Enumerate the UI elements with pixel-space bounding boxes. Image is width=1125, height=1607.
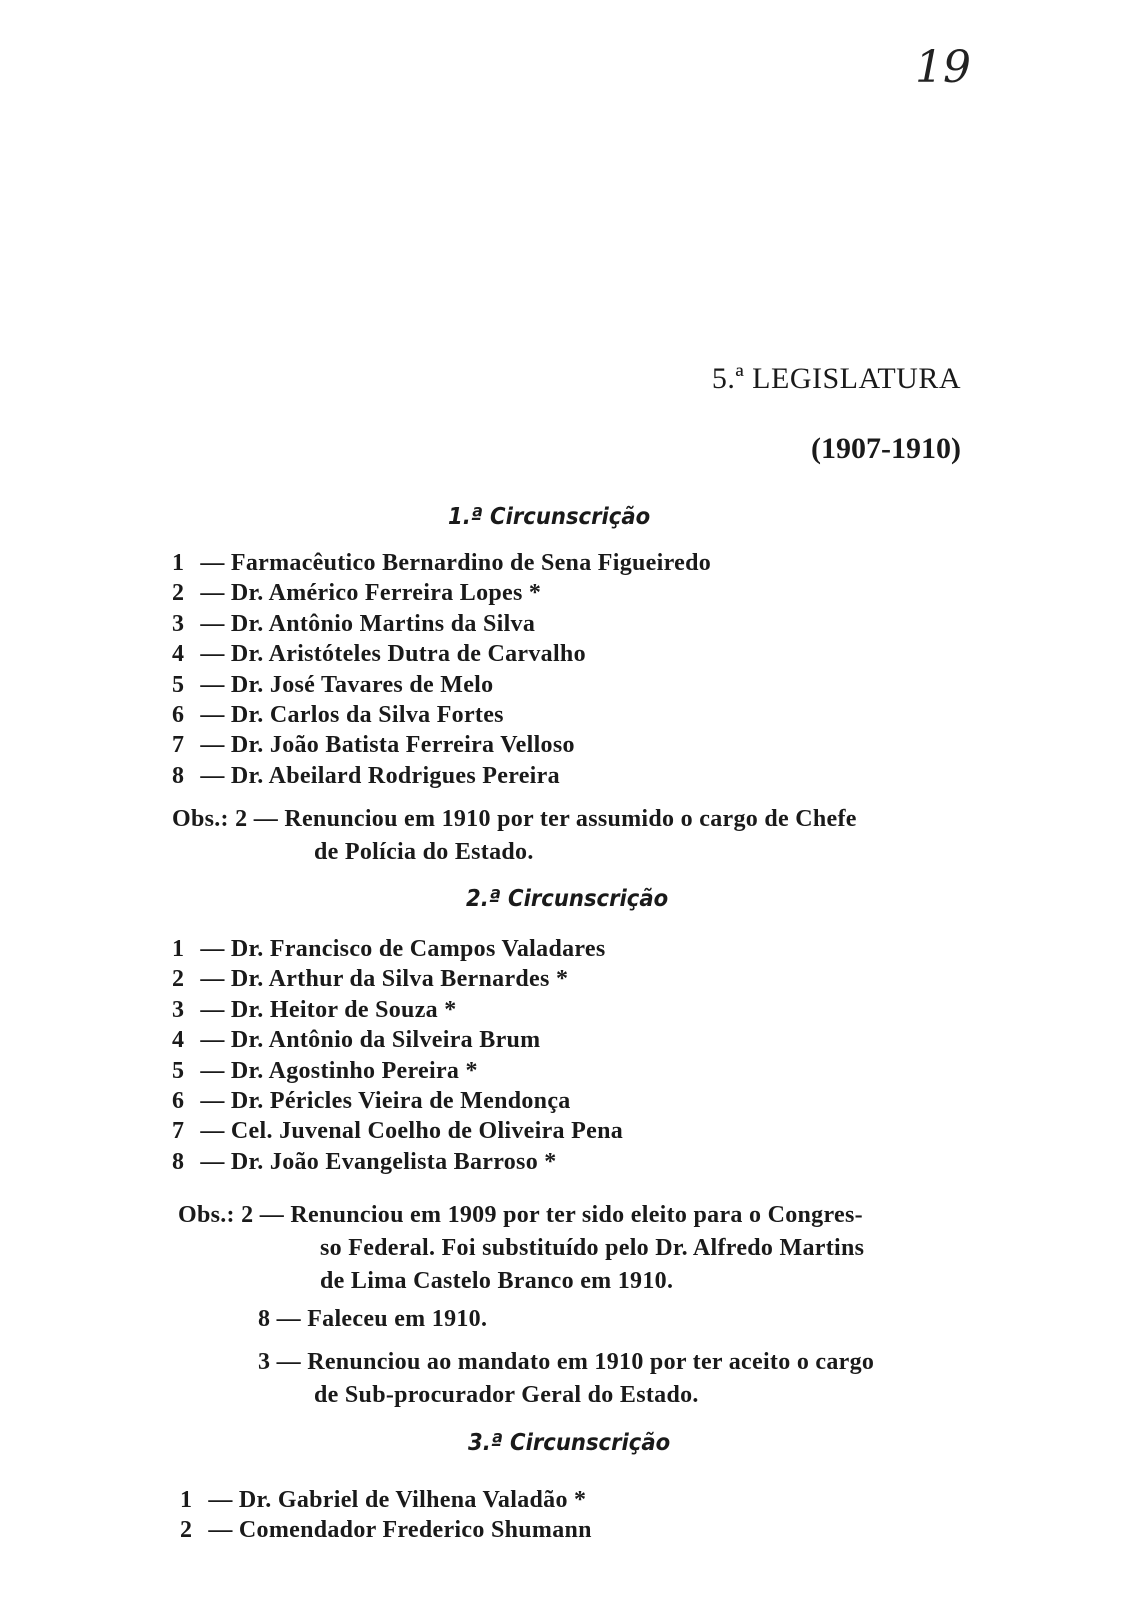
list-item: 1 — Farmacêutico Bernardino de Sena Figueiredo xyxy=(172,550,712,576)
observation-note-8: 8 — Faleceu em 1910. xyxy=(258,1306,488,1332)
list-item: 5 — Dr. José Tavares de Melo xyxy=(172,671,494,698)
member-list-3 xyxy=(180,1485,592,1546)
list-item: 3 — Dr. Antônio Martins da Silva xyxy=(172,610,536,637)
section-title-1: 1.ª Circunscrição xyxy=(448,504,651,530)
observation-2: Obs.: 2 — Renunciou em 1909 por ter sido eleito para o Congres- so Federal. Foi substituído pelo Dr. Alfredo Martins de Lima Castelo Branco em 1910. xyxy=(178,1202,865,1294)
list-item: 1 — Dr. Gabriel de Vilhena Valadão * xyxy=(180,1487,587,1513)
list-item: 2 — Comendador Frederico Shumann xyxy=(180,1517,592,1544)
list-item: 8 — Dr. João Evangelista Barroso * xyxy=(172,1148,557,1175)
list-item: 5 — Dr. Agostinho Pereira * xyxy=(172,1057,478,1084)
list-item: 4 — Dr. Aristóteles Dutra de Carvalho xyxy=(172,641,586,668)
list-item: 1 — Dr. Francisco de Campos Valadares xyxy=(172,936,606,962)
observation-note-3: 3 — Renunciou ao mandato em 1910 por ter aceito o cargo de Sub-procurador Geral do Estado. xyxy=(258,1349,875,1408)
page-number: 19 xyxy=(915,42,971,93)
member-list-1 xyxy=(172,548,711,791)
legislatura-heading: 5.ª LEGISLATURA xyxy=(711,362,961,395)
observation-1: Obs.: 2 — Renunciou em 1910 por ter assumido o cargo de Chefe de Polícia do Estado. xyxy=(172,806,857,865)
member-list-2 xyxy=(172,934,623,1177)
list-item: 2 — Dr. Américo Ferreira Lopes * xyxy=(172,580,542,607)
list-item: 6 — Dr. Carlos da Silva Fortes xyxy=(172,702,504,729)
list-item: 6 — Dr. Péricles Vieira de Mendonça xyxy=(172,1088,571,1115)
legislatura-period: (1907-1910) xyxy=(811,432,961,465)
list-item: 4 — Dr. Antônio da Silveira Brum xyxy=(172,1027,541,1054)
list-item: 3 — Dr. Heitor de Souza * xyxy=(172,996,457,1023)
list-item: 2 — Dr. Arthur da Silva Bernardes * xyxy=(172,966,569,993)
list-item: 7 — Dr. João Batista Ferreira Velloso xyxy=(172,732,575,759)
list-item: 7 — Cel. Juvenal Coelho de Oliveira Pena xyxy=(172,1118,624,1145)
section-title-2: 2.ª Circunscrição xyxy=(466,886,669,912)
list-item: 8 — Dr. Abeilard Rodrigues Pereira xyxy=(172,762,560,789)
section-title-3: 3.ª Circunscrição xyxy=(468,1430,671,1456)
